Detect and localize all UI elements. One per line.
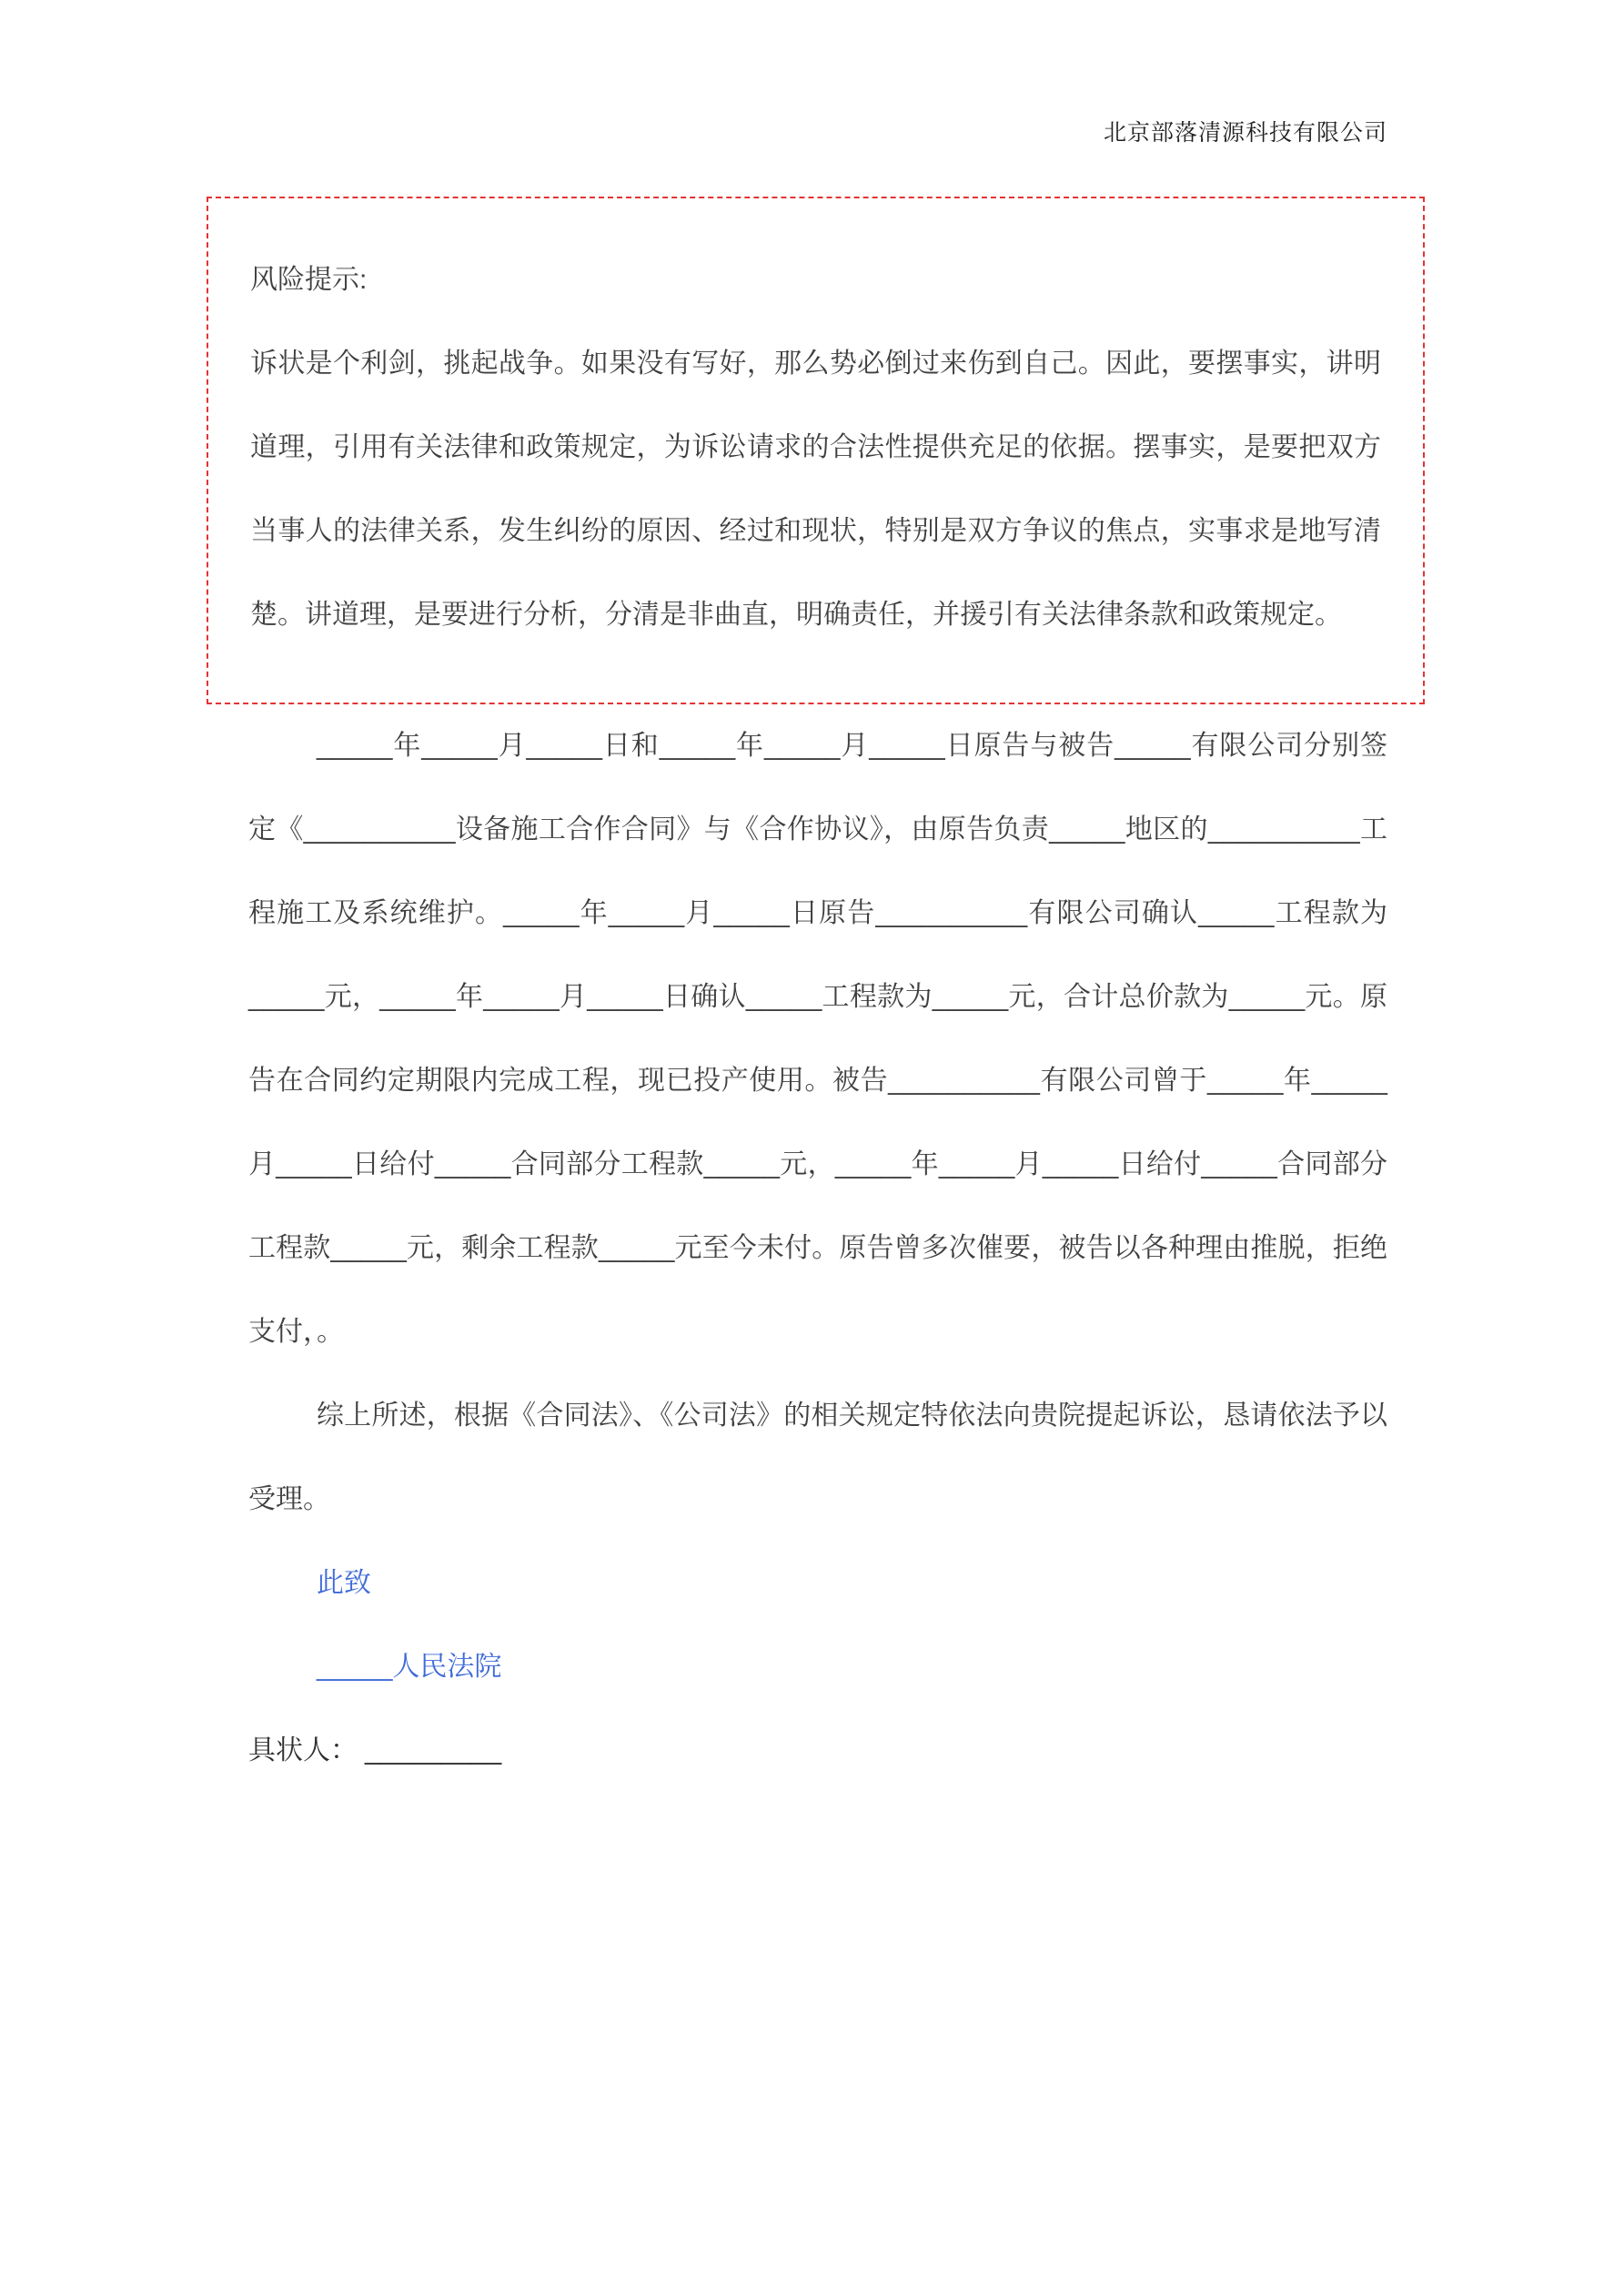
signer-blank: _________ — [365, 1735, 502, 1765]
body-paragraph-facts: _____年_____月_____日和_____年_____月_____日原告与被告_____有限公司分别签定《__________设备施工合作合同》与《合作协议》，由原告负责_____地区的__________工程施工及系统维护。_____年_____月_____日原告__________有限公司确认_____工程款为_____元，_____年_____月_____日确认_____工程款为_____元，合计总价款为_____元。原告在合同约定期限内完成工程，现已投产使用。被告__________有限公司曾于_____年_____月_____日给付_____合同部分工程款_____元，_____年_____月_____日给付_____合同部分工程款_____元，剩余工程款_____元至今未付。原告曾多次催要，被告以各种理由推脱，拒绝支付，。 — [248, 731, 1387, 1347]
salutation-zhici: 此致 — [317, 1568, 371, 1598]
body-paragraph-conclusion: 综上所述，根据《合同法》、《公司法》的相关规定特依法向贵院提起诉讼，恳请依法予以受理。 — [248, 1401, 1387, 1514]
signer-label: 具状人： — [248, 1735, 358, 1765]
risk-warning-body: 诉状是个利剑，挑起战争。如果没有写好，那么势必倒过来伤到自己。因此，要摆事实，讲明道理，引用有关法律和政策规定，为诉讼请求的合法性提供充足的依据。摆事实，是要把双方当事人的法律关系，发生纠纷的原因、经过和现状，特别是双方争议的焦点，实事求是地写清楚。讲道理，是要进行分析，分清是非曲直，明确责任，并援引有关法律条款和政策规定。 — [250, 349, 1381, 630]
company-name: 北京部落清源科技有限公司 — [1103, 120, 1387, 146]
signer-line — [248, 1709, 1387, 1793]
court-name-line: _____人民法院 — [317, 1652, 502, 1682]
risk-warning-title: 风险提示: — [250, 265, 368, 295]
risk-warning-box — [207, 197, 1425, 704]
document-header — [248, 115, 1387, 151]
